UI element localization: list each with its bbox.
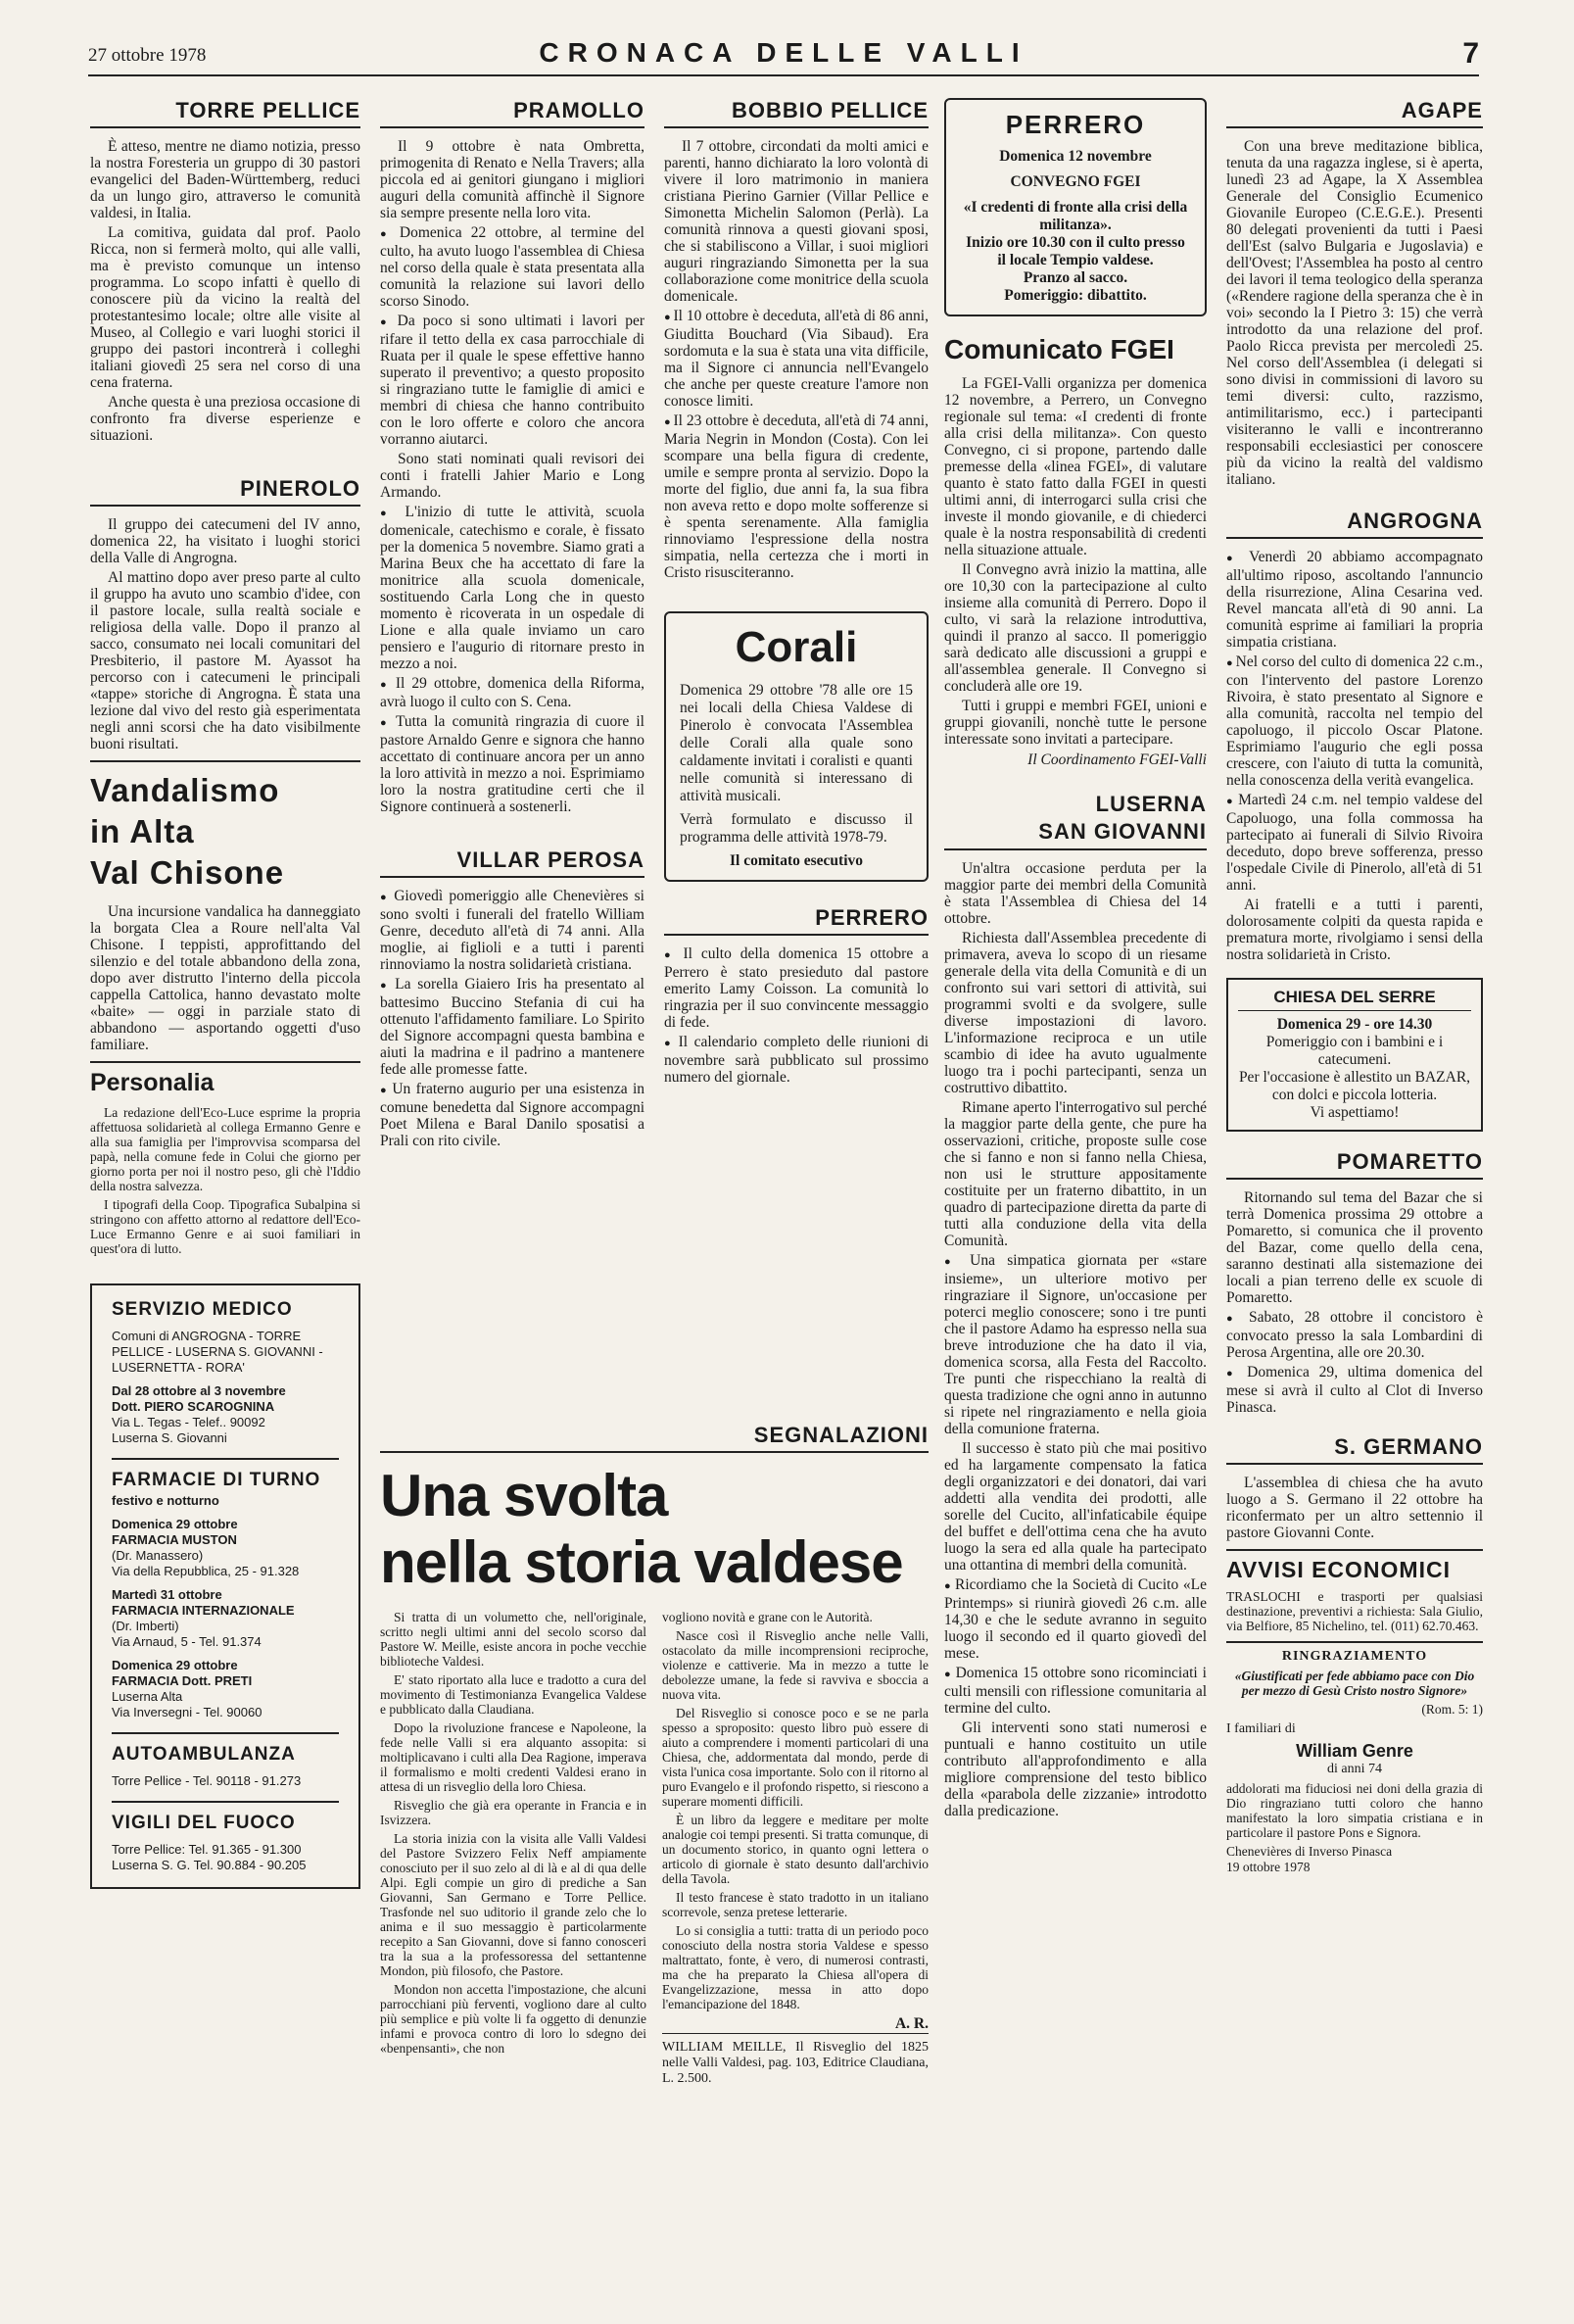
article-villar-perosa [380,847,644,1149]
article-segnalazioni [380,1423,929,2187]
column-5 [1226,98,1483,2283]
segnalazioni-col-right [662,1610,929,2087]
paragraph: ● Domenica 15 ottobre sono ricominciati i culti mensili con riflessione comunitaria al termine del culto. [944,1665,1207,1717]
article-vandalismo [90,770,360,1053]
paragraph: Anche questa è una preziosa occasione di confronto fra diverse esperienze e situazioni. [90,394,360,444]
heading-torre-pellice: TORRE PELLICE [90,98,360,128]
paragraph: ● Domenica 22 ottobre, al termine del culto, ha avuto luogo l'assemblea di Chiesa nel corso della quale è stata presentata alla comunità la relazione sui lavori dello scorso Sinodo. [380,224,644,310]
heading-autoambulanza: AUTOAMBULANZA [112,1744,296,1765]
divider [112,1801,339,1803]
book-reference: WILLIAM MEILLE, Il Risveglio del 1825 nelle Valli Valdesi, pag. 103, Editrice Claudiana, L. 2.500. [662,2033,929,2087]
article-bobbio-pellice [664,98,929,581]
paragraph: La comitiva, guidata dal prof. Paolo Ricca, non si fermerà molto, qui alle valli, ma è previsto comunque un intenso programma. Lo scopo infatti è quello di conoscere più da vicino la realtà del protestantesimo locale; oltre alle visite al Museo, al Collegio e vari luoghi storici il gruppo dei pastori incontrerà i colleghi italiani giovedì 25 sera nel corso di una cena fraterna. [90,224,360,391]
corali-box [664,611,929,882]
heading-perrero-box: PERRERO [1005,110,1146,139]
column-1 [90,98,360,2283]
heading-vandalismo: Vandalismo in Alta Val Chisone [90,772,285,891]
heading-personalia: Personalia [90,1069,215,1096]
quote: «Giustificati per fede abbiamo pace con Dio per mezzo di Gesù Cristo nostro Signore» [1234,1669,1475,1698]
paragraph: Un'altra occasione perduta per la maggior parte dei membri della Comunità è stata l'Assemblea di Chiesa del 14 ottobre. [944,860,1207,927]
divider [1226,1549,1483,1551]
heading-serre: CHIESA DEL SERRE [1238,988,1471,1011]
paragraph: Ritornando sul tema del Bazar che si terrà Domenica prossima 29 ottobre a Pomaretto, si comunica che il provento del Bazar, come quello della cena, saranno destinati alla sistemazione dei locali a pian terreno delle ex scuole di Pomaretto. [1226,1189,1483,1306]
divider [112,1458,339,1460]
paragraph: Richiesta dall'Assemblea precedente di primavera, aveva lo scopo di un riesame generale della vita della Comunità e di un confronto sui vari settori di attività, sui programmi svolti e da svolgere, sulle diverse impostazioni di lavoro. L'informazione reciproca e un utile scambio di idee ha avuto ugualmente luogo tra i pochi partecipanti, senza un costruttivo dibattito. [944,930,1207,1096]
paragraph: ● Un fraterno augurio per una esistenza in comune benedetta dal Signore accompagni Poet Milena e Baral Danilo sposatisi a Prali con rito civile. [380,1081,644,1149]
heading-avvisi: AVVISI ECONOMICI [1226,1557,1451,1582]
paragraph: La FGEI-Valli organizza per domenica 12 novembre, a Perrero, un Convegno regionale sul tema: «I credenti di fronte alla crisi della militanza». Con questo Convegno, ci si propone, partendo dalle premesse della «linea FGEI», di valutare quanto è stato fatto dalla FGEI in questi ultimi anni, di interrogarci sulla crisi che investe il mondo giovanile, e di chiederci quale è la nostra responsabilità di credenti nella situazione attuale. [944,375,1207,558]
paragraph: Il testo francese è stato tradotto in un italiano scorrevole, senza pretese letterarie. [662,1890,929,1919]
heading-villar-perosa: VILLAR PEROSA [380,847,644,878]
issue-date: 27 ottobre 1978 [88,45,207,66]
pharmacy-entry: Martedì 31 ottobre FARMACIA INTERNAZIONALE (Dr. Imberti) Via Arnaud, 5 - Tel. 91.374 [112,1587,295,1649]
paragraph: Il 7 ottobre, circondati da molti amici e parenti, hanno dichiarato la loro volontà di vivere il loro matrimonio in maniera cristiana Pierino Garnier (Villar Pellice e Simonetta Michelin Salomon (Perlà). La comunità rinnova a questi giovani sposi, che si stabiliscono a Villar, i suoi migliori auguri ringraziando Simonetta per la sua collaborazione come monitrice della scuola domenicale. [664,138,929,305]
paragraph: Risveglio che già era operante in Francia e in Isvizzera. [380,1798,646,1827]
heading-ringraziamento: RINGRAZIAMENTO [1281,1649,1428,1664]
paragraph: ● Il 10 ottobre è deceduta, all'età di 86 anni, Giuditta Bouchard (Via Sibaud). Era sordomuta e la sua è stata una vita difficile, ma il Signore ci annuncia nell'Evangelo che anche per queste creature l'amore non conosce limiti. [664,308,929,410]
paragraph: Sono stati nominati quali revisori dei conti i fratelli Jahier Mario e Long Armando. [380,451,644,501]
article-torre-pellice [90,98,360,444]
paragraph: Domenica 29 ottobre '78 alle ore 15 nei locali della Chiesa Valdese di Pinerolo è convocata l'Assemblea delle Corali alla quale sono caldamente invitati i coralisti e quanti nelle comunità si interessano di attività musicali. [680,682,913,804]
paragraph: Ai fratelli e a tutti i parenti, dolorosamente colpiti da questa rapida e prematura morte, rivolgiamo i sensi della nostra solidarietà in Cristo. [1226,896,1483,963]
heading-segnalazioni: SEGNALAZIONI [380,1423,929,1453]
paragraph: Tutti i gruppi e membri FGEI, unioni e gruppi giovanili, nonchè tutte le persone interessate sono invitati a partecipare. [944,698,1207,748]
paragraph: Una incursione vandalica ha danneggiato la borgata Clea a Roure nell'alta Val Chisone. I teppisti, approfittando del silenzio e del totale abbandono della zona, dopo aver distrutto l'interno della piccola cappella Cattolica, hanno devastato molte «baite» — oggi in parziale stato di abbandono — asportando oggetti d'uso familiare. [90,903,360,1053]
quote-reference: (Rom. 5: 1) [1421,1702,1483,1717]
paragraph: ● Martedì 24 c.m. nel tempio valdese del Capoluogo, una folla commossa ha partecipato ai funerali di Silvio Rivoira deceduto, dopo breve sofferenza, presso l'ospedale Civile di Pinerolo, all'età di 51 anni. [1226,792,1483,894]
paragraph: Il gruppo dei catecumeni del IV anno, domenica 22, ha visitato i luoghi storici della Valle di Angrogna. [90,516,360,566]
paragraph: ● Giovedì pomeriggio alle Chenevières si sono svolti i funerali del fratello William Genre, deceduto all'età di 74 anni. Alla moglie, ai figlioli e a tutti i parenti rinnoviamo la nostra solidarietà cristiana. [380,888,644,973]
heading-comunicato: Comunicato FGEI [944,334,1174,364]
paragraph: È atteso, mentre ne diamo notizia, presso la nostra Foresteria un gruppo di 30 pastori evangelici del Baden-Württemberg, reduci da un lungo giro, attraverso le comunità valdesi, in Italia. [90,138,360,221]
paragraph: ● Nel corso del culto di domenica 22 c.m., con l'intervento del pastore Lorenzo Rivoira, è stato presentato al Signore e alla comunità, raccolta nel tempio del capoluogo, il piccolo Oscar Platone. Esprimiamo l'augurio che egli possa crescere, con l'aiuto di tutta la comunità, nella conoscenza della verità evangelica. [1226,654,1483,789]
paragraph: ● Sabato, 28 ottobre il concistoro è convocato presso la sala Lombardini di Perosa Argentina, alle ore 20.30. [1226,1309,1483,1361]
paragraph: La storia inizia con la visita alle Valli Valdesi del Pastore Svizzero Felix Neff ampiamente conosciuto per il suo zelo al di là e al di qua delle Alpi. Egli compie un giro di prediche a San Giovanni, San Germano e Torre Pellice. Trasfonde nel suo uditorio il grande zelo che lo anima e il suo messaggio è particolarmente recepito a San Giovanni, dove si fanno conosceri tra la sua a la professoressa del settantenne Mondon, più filosofo, che Pastore. [380,1831,646,1978]
heading-vigili-del-fuoco: VIGILI DEL FUOCO [112,1813,296,1833]
paragraph: ● Tutta la comunità ringrazia di cuore il pastore Arnaldo Genre e signora che hanno accettato di continuare ancora per un anno la loro attività in mezzo a noi. Esprimiamo loro la nostra gratitudine certi che il Signore continuerà a sostenerli. [380,713,644,815]
article-pomaretto [1226,1149,1483,1416]
paragraph: TRASLOCHI e trasporti per qualsiasi destinazione, preventivi a richiesta: Sala Giulio, via Belfiore, 85 Nichelino, tel. (011) 62.70.463. [1226,1589,1483,1633]
perrero-box: PERRERO Domenica 12 novembre CONVEGNO FGEI «I credenti di fronte alla crisi della militanza». Inizio ore 10.30 con il culto presso il locale Tempio valdese. Pranzo al sacco. Pomeriggio: dibattito. [944,98,1207,316]
paragraph: ● L'inizio di tutte le attività, scuola domenicale, catechismo e corale, è fissato per la domenica 5 novembre. Siamo grati a Marina Beux che ha accettato di fare la monitrice alla scuola domenicale, sostituendo Carla Long che in questo momento è ricoverata in un ospedale di Lione e alla quale inviamo un caro pensiero e l'augurio di ritornare presto in mezzo a noi. [380,504,644,672]
headline: Una svolta nella storia valdese [380,1463,903,1595]
column-2 [380,98,644,1274]
article-perrero [664,905,929,1086]
paragraph: Lo si consiglia a tutti: tratta di un periodo poco conosciuto della nostra storia Valdese e spesso maltrattato, fonte, è vero, di numerosi contrasti, ma che ha preparato la Chiesa all'opera di Evangelizzazione, messa in atto dopo l'emancipazione del 1848. [662,1923,929,2011]
paragraph: Rimane aperto l'interrogativo sul perché la maggior parte della gente, che pure ha osservazioni, critiche, proposte sulle cose che si fanno e non si fanno nella Chiesa, non usi le strutture appositamente costituite per un fraterno dibattito, in un quadro di partecipazione diretta da parte di tutti alla conduzione della vita della Comunità. [944,1099,1207,1249]
paragraph: Gli interventi sono stati numerosi e puntuali e hanno costituito un utile contributo all'approfondimento e alla migliore comprensione del testo biblico della «parabola delle zizzanie» introdotto dalla predicazione. [944,1719,1207,1819]
paragraph: I tipografi della Coop. Tipografica Subalpina si stringono con affetto attorno al redattore dell'Eco-Luce Ermanno Genre e ai suoi familiari in quest'ora di lutto. [90,1197,360,1256]
signature: Il comitato esecutivo [729,852,864,869]
paragraph: E' stato riportato alla luce e tradotto a cura del movimento di Testimonianza Evangelica Valdese e pubblicato dalla Claudiana. [380,1672,646,1717]
masthead [88,37,1479,76]
paragraph: ● Domenica 29, ultima domenica del mese si avrà il culto al Clot di Inverso Pinasca. [1226,1364,1483,1416]
paragraph: Il Convegno avrà inizio la mattina, alle ore 10,30 con la partecipazione al culto insieme alla comunità di Perrero. Dopo il culto, vi sarà la relazione introduttiva, quindi il pranzo al sacco. Il pomeriggio sarà dedicato alle discussioni a gruppi e all'assemblea generale. Il Convegno si concluderà alle ore 19. [944,561,1207,695]
section-title: CRONACA DELLE VALLI [539,37,1028,68]
segnalazioni-col-left [380,1610,646,2087]
paragraph: Con una breve meditazione biblica, tenuta da una ragazza inglese, si è aperta, lunedì 23 ad Agape, la X Assemblea Generale del Consiglio Ecumenico Giovanile Europeo (C.E.G.E.). Presenti 80 delegati provenienti da tutti i Paesi dell'Est (salvo Bulgaria e Jugoslavia) e dell'Ovest; l'Assemblea ha posto al centro dei lavori il tema teologico della speranza («Rendere ragione della speranza che è in voi» secondo la I Pietro 3: 15) che verrà introdotto da una relazione del prof. Paolo Ricca prevista per mercoledì 25. Nel corso dell'Assemblea (i delegati si sono divisi in commissioni di lavoro su temi diversi: culto, razzismo, antimilitarismo, ecc.) i partecipanti visiteranno le valli e incontreranno responsabili ecclesiastici per conoscere più da vicino la realtà del valdismo italiano. [1226,138,1483,488]
divider [90,760,360,762]
heading-farmacie: FARMACIE DI TURNO [112,1470,321,1490]
paragraph: ● Il 29 ottobre, domenica della Riforma, avrà luogo il culto con S. Cena. [380,675,644,710]
heading-corali: Corali [735,623,858,671]
heading-angrogna: ANGROGNA [1226,508,1483,539]
paragraph: ● La sorella Giaiero Iris ha presentato al battesimo Buccino Stefania di cui ha ottenuto l'affidamento familiare. Lo Spirito del Signore accompagni questa bambina e aiuti la madrina e il padrino a mantenere fede alle promesse fatte. [380,976,644,1078]
article-pramollo [380,98,644,815]
article-personalia [90,1069,360,1256]
paragraph: È un libro da leggere e meditare per molte analogie coi tempi presenti. Si tratta comunque, di un documento storico, in quanto ogni lettera o articolo di giornale è stato desunto dall'archivio della Tavola. [662,1813,929,1886]
avvisi-economici: AVVISI ECONOMICI TRASLOCHI e trasporti per qualsiasi destinazione, preventivi a richiesta: Sala Giulio, via Belfiore, 85 Nichelino, tel. (011) 62.70.463. RINGRAZIAMENTO «Giustificati per fede abbiamo pace con Dio per mezzo di Gesù Cristo nostro Signore» (Rom. 5: 1) I familiari di William Genre di anni 74 addolorati ma fiduciosi nei doni della grazia di Dio ringraziano tutti coloro che hanno manifestato la loro simpatia cristiana e in particolare il pastore Pons e Signora. Chenevières di Inverso Pinasca 19 ottobre 1978 [1226,1557,1483,1874]
pharmacy-entry: Domenica 29 ottobre FARMACIA Dott. PRETI Luserna Alta Via Inversegni - Tel. 90060 [112,1658,262,1719]
paragraph: L'assemblea di chiesa che ha avuto luogo a S. Germano il 22 ottobre ha riconfermato per un altro settennio il pastore Giovanni Conte. [1226,1475,1483,1541]
paragraph: Il successo è stato più che mai positivo ed ha largamente compensato la fatica degli organizzatori e dei donatori, dai vari addetti alla vendita dei prodotti, alle sorelle del Cucito, all'infaticabile équipe del buffet e dell'ottima cena che ha avuto luogo la sera ed alla quale ha partecipato una ottantina di membri della comunità. [944,1440,1207,1574]
services-box: SERVIZIO MEDICO Comuni di ANGROGNA - TORRE PELLICE - LUSERNA S. GIOVANNI - LUSERNETTA - RORA' Dal 28 ottobre al 3 novembre Dott. PIERO SCAROGNINA Via L. Tegas - Telef.. 90092 Luserna S. Giovanni FARMACIE DI TURNO festivo e notturno Domenica 29 ottobre FARMACIA MUSTON (Dr. Manassero) Via della Repubblica, 25 - 91.328 Martedì 31 ottobre FARMACIA INTERNAZIONALE (Dr. Imberti) Via Arnaud, 5 - Tel. 91.374 Domenica 29 ottobre FARMACIA Dott. PRETI Luserna Alta Via Inversegni - Tel. 90060 AUTOAMBULANZA Torre Pellice - Tel. 90118 - 91.273 VIGILI DEL FUOCO Torre Pellice: Tel. 91.365 - 91.300 Luserna S. G. Tel. 90.884 - 90.205 [90,1283,360,1889]
paragraph: ● Da poco si sono ultimati i lavori per rifare il tetto della ex casa parrocchiale di Ruata per il quale le spese effettive hanno superato il preventivo; a questo proposito si ringraziano tutte le famiglie di amici e membri di chiesa che hanno contribuito con le loro offerte e coloro che ancora vorranno aiutarci. [380,313,644,448]
paragraph: Del Risveglio si conosce poco e se ne parla spesso a sproposito: questo libro può essere di aiuto a comprendere i momenti particolari di una Chiesa, che, addormentata dal mondo, perde di vista l'unica cosa importante. Solo con il ritorno al puro Evangelo e il profondo rispetto, si riescono a superare momenti difficili. [662,1706,929,1809]
paragraph: La redazione dell'Eco-Luce esprime la propria affettuosa solidarietà al collega Ermanno Genre e alla sua famiglia per l'improvvisa scomparsa del papà, nella comune fede in Colui che giorno per giorno porta per noi il nostro peso, gli chè l'Iddio della nostra salvezza. [90,1105,360,1193]
paragraph: ● Ricordiamo che la Società di Cucito «Le Printemps» si riunirà giovedì 26 c.m. alle 14,30 e che le sedute avranno in seguito luogo il secondo ed il quarto giovedì del mese. [944,1576,1207,1662]
paragraph: vogliono novità e grane con le Autorità. [662,1610,873,1624]
article-luserna [944,791,1207,1819]
paragraph: Il 9 ottobre è nata Ombretta, primogenita di Renato e Nella Travers; alla piccola ed ai genitori giungano i migliori auguri della comunità affinchè il Signore sia sempre presente nella loro vita. [380,138,644,221]
heading-pramollo: PRAMOLLO [380,98,644,128]
column-4 [944,98,1207,2283]
paragraph: Verrà formulato e discusso il programma delle attività 1978-79. [680,811,913,846]
paragraph: ● Venerdì 20 abbiamo accompagnato all'ultimo riposo, ascoltando l'annuncio della risurrezione, Alina Cesarina ved. Revel mancata all'età di 90 anni. La comunità esprime ai familiari la propria simpatia cristiana. [1226,549,1483,651]
page-number: 7 [1462,37,1479,70]
serre-box: CHIESA DEL SERRE Domenica 29 - ore 14.30 Pomeriggio con i bambini e i catecumeni. Per l'occasione è allestito un BAZAR, con dolci e piccola lotteria. Vi aspettiamo! [1226,978,1483,1132]
deceased-name: William Genre [1296,1741,1413,1761]
paragraph: ● Il calendario completo delle riunioni di novembre sarà pubblicato sul prossimo numero del giornale. [664,1034,929,1086]
heading-pomaretto: POMARETTO [1226,1149,1483,1180]
article-angrogna [1226,508,1483,963]
article-pinerolo [90,476,360,752]
heading-bobbio-pellice: BOBBIO PELLICE [664,98,929,128]
divider [112,1732,339,1734]
signature: Il Coordinamento FGEI-Valli [1027,751,1207,768]
paragraph: Si tratta di un volumetto che, nell'originale, scritto negli ultimi anni del secolo scorso dal Pastore W. Meille, esiste ancora in poche vecchie biblioteche Valdesi. [380,1610,646,1669]
paragraph: ● Il 23 ottobre è deceduta, all'età di 74 anni, Maria Negrin in Mondon (Costa). Con lei scompare una bella figura di credente, umile e sempre pronta al servizio. Dopo la morte del figlio, due anni fa, la sua fibra non aveva retto e dopo molte sofferenze si è spenta serenamente. Alla famiglia rinnoviamo l'espressione della nostra simpatia, nella certezza che i morti in Cristo risusciteranno. [664,412,929,581]
column-3 [664,98,929,1274]
paragraph: Al mattino dopo aver preso parte al culto il gruppo ha avuto uno scambio d'idee, con il pastore locale, sulla realtà sociale e religiosa della valle. Dopo il pranzo al sacco, consumato nei locali comunitari del Presbiterio, il pastore M. Ayassot ha percorso con i catecumeni le principali «tappe» storiche di Angrogna. È stata una lezione dal vivo del resto già esperimentata negli anni scorsi che ha dato visibilmente buoni risultati. [90,569,360,752]
article-s-germano [1226,1434,1483,1541]
paragraph: addolorati ma fiduciosi nei doni della grazia di Dio ringraziano tutti coloro che hanno manifestato la loro simpatia cristiana e in particolare il pastore Pons e Signora. [1226,1781,1483,1840]
heading-perrero: PERRERO [664,905,929,936]
paragraph: Nasce così il Risveglio anche nelle Valli, ostacolato da mille incomprensioni reciproche, violenze e cattiverie. Ma in mezzo a tutte le debolezze umane, la fede si ravviva e sboccia a nuova vita. [662,1628,929,1702]
signature: A. R. [894,2015,929,2032]
article-agape [1226,98,1483,488]
paragraph: Mondon non accetta l'impostazione, che alcuni parrocchiani più ferventi, vogliono dare al culto più semplice e più volte li fa oggetto di denunzie infami e provoca contro di loro lo sdegno dei «benpensanti», che non [380,1982,646,2056]
heading-pinerolo: PINEROLO [90,476,360,507]
pharmacy-entry: Domenica 29 ottobre FARMACIA MUSTON (Dr. Manassero) Via della Repubblica, 25 - 91.328 [112,1517,300,1578]
heading-agape: AGAPE [1226,98,1483,128]
heading-luserna: LUSERNA SAN GIOVANNI [944,791,1207,850]
paragraph: ● Il culto della domenica 15 ottobre a Perrero è stato presieduto dal pastore emerito Lamy Coisson. La comunità lo ringrazia per il suo convincente messaggio di fede. [664,945,929,1031]
divider [90,1061,360,1063]
article-comunicato-fgei [944,334,1207,769]
heading-servizio-medico: SERVIZIO MEDICO [112,1299,293,1320]
divider [1226,1641,1483,1643]
heading-s-germano: S. GERMANO [1226,1434,1483,1465]
paragraph: Dopo la rivoluzione francese e Napoleone, la fede nelle Valli si era alquanto assopita: si moltiplicavano i culti alla Dea Ragione, imperava il formalismo e molti credenti Valdesi erano in attesa di un risveglio della loro Chiesa. [380,1720,646,1794]
paragraph: ● Una simpatica giornata per «stare insieme», un ulteriore motivo per ringraziare il Signore, un'occasione per poterci meglio conoscere; sono i tre punti che il pastore Adamo ha espresso nella sua breve introduzione che ha dato il via, domenica scorsa, alla Festa del Raccolto. Tre punti che rispecchiano la realtà di questa tradizione che ogni anno in autunno si ripete nel ringraziamento e nella gioia della comunione fraterna. [944,1252,1207,1437]
